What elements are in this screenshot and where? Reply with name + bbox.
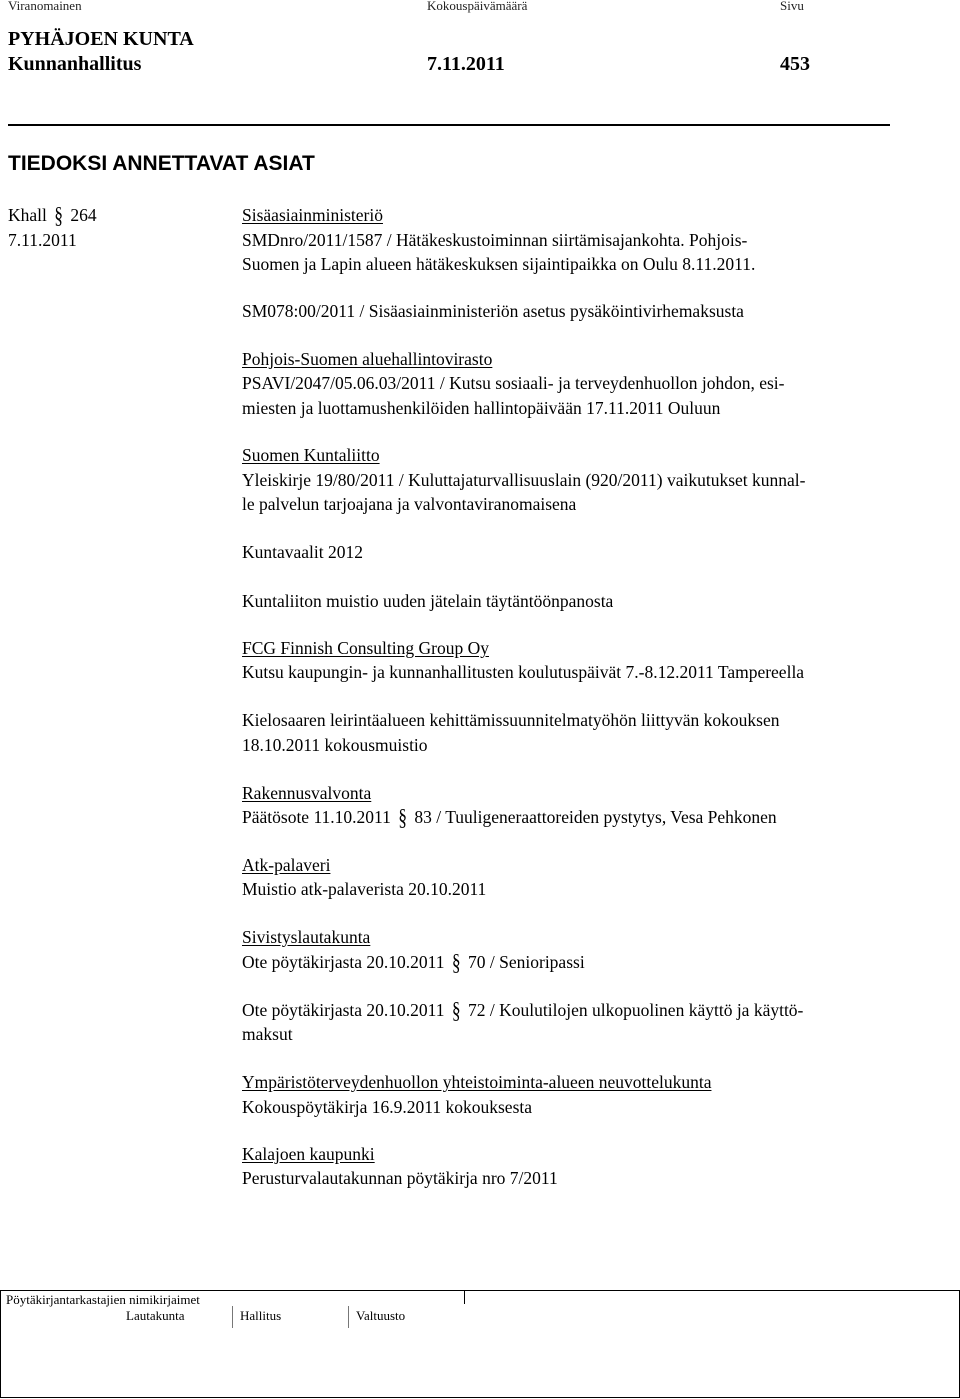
item-text: le palvelun tarjoajana ja valvontaviranomaisena [242, 494, 577, 514]
item-text: Kuntavaalit 2012 [242, 542, 364, 562]
section-sign: § [54, 202, 64, 228]
item-text: Kutsu kaupungin- ja kunnanhallitusten koulutuspäivät 7.-8.12.2011 Tampereella [242, 662, 805, 682]
org-rakennusvalvonta: Rakennusvalvonta [242, 783, 372, 803]
section-date: 7.11.2011 [8, 230, 77, 250]
org-sisaasiainministerio: Sisäasiainministeriö [242, 205, 383, 225]
item-text: PSAVI/2047/05.06.03/2011 / Kutsu sosiaali- ja terveydenhuollon johdon, esi- [242, 373, 785, 393]
item-text: SMDnro/2011/1587 / Hätäkeskustoiminnan siirtämisajankohta. Pohjois- [242, 230, 748, 250]
org-ymparistoterveydenhuolto: Ympäristöterveydenhuollon yhteistoiminta-alueen neuvottelukunta [242, 1072, 712, 1092]
footer-col-hallitus: Hallitus [240, 1308, 282, 1323]
item-text-part: Ote pöytäkirjasta 20.10.2011 [242, 1000, 445, 1020]
khall-label: Khall [8, 205, 47, 225]
item-text-part: Ote pöytäkirjasta 20.10.2011 [242, 952, 445, 972]
org-aluehallintovirasto: Pohjois-Suomen aluehallintovirasto [242, 349, 493, 369]
item-text [242, 950, 585, 974]
footer-divider [464, 1290, 465, 1304]
section-sign: § [398, 804, 408, 830]
footer-col-valtuusto: Valtuusto [356, 1308, 406, 1323]
header-page-number: 453 [780, 53, 810, 75]
item-text: Suomen ja Lapin alueen hätäkeskuksen sijaintipaikka on Oulu 8.11.2011. [242, 254, 756, 274]
item-text: Yleiskirje 19/80/2011 / Kuluttajaturvallisuuslain (920/2011) vaikutukset kunnal- [242, 470, 806, 490]
org-sivistyslautakunta: Sivistyslautakunta [242, 927, 371, 947]
item-text-part: Päätösote 11.10.2011 [242, 807, 391, 827]
footer-col-lautakunta: Lautakunta [126, 1308, 185, 1323]
item-text: SM078:00/2011 / Sisäasiainministeriön asetus pysäköintivirhemaksusta [242, 301, 744, 321]
section-number: 264 [70, 205, 97, 225]
org-fcg: FCG Finnish Consulting Group Oy [242, 638, 489, 658]
item-text: 18.10.2011 kokousmuistio [242, 735, 428, 755]
item-text [242, 805, 777, 829]
header-divider [8, 124, 890, 126]
header-page-label: Sivu [780, 0, 804, 13]
header-body: Kunnanhallitus [8, 53, 142, 75]
footer-separator [232, 1306, 233, 1328]
header-organization: PYHÄJOEN KUNTA [8, 28, 194, 50]
item-text: Perusturvalautakunnan pöytäkirja nro 7/2011 [242, 1168, 558, 1188]
item-text-part: 70 / Senioripassi [468, 952, 585, 972]
section-sign: § [451, 949, 461, 975]
item-text: Kielosaaren leirintäalueen kehittämissuunnitelmatyöhön liittyvän kokouksen [242, 710, 780, 730]
item-text: maksut [242, 1024, 293, 1044]
footer-separator [348, 1306, 349, 1328]
item-text-part: 83 / Tuuligeneraattoreiden pystytys, Vesa Pehkonen [414, 807, 777, 827]
org-kalajoen-kaupunki: Kalajoen kaupunki [242, 1144, 375, 1164]
org-kuntaliitto: Suomen Kuntaliitto [242, 445, 380, 465]
page-title: TIEDOKSI ANNETTAVAT ASIAT [8, 152, 315, 175]
item-text-part: 72 / Koulutilojen ulkopuolinen käyttö ja käyttö- [468, 1000, 804, 1020]
footer-title: Pöytäkirjantarkastajien nimikirjaimet [6, 1292, 200, 1307]
section-sign: § [451, 997, 461, 1023]
header-date: 7.11.2011 [427, 53, 505, 75]
header-meeting-date-label: Kokouspäivämäärä [427, 0, 528, 13]
section-reference [8, 203, 97, 227]
item-text: Kokouspöytäkirja 16.9.2011 kokouksesta [242, 1097, 533, 1117]
item-text: Kuntaliiton muistio uuden jätelain täytäntöönpanosta [242, 591, 614, 611]
header-authority-label: Viranomainen [8, 0, 82, 13]
item-text: miesten ja luottamushenkilöiden hallintopäivään 17.11.2011 Ouluun [242, 398, 721, 418]
item-text: Muistio atk-palaverista 20.10.2011 [242, 879, 487, 899]
item-text [242, 998, 803, 1022]
org-atk-palaveri: Atk-palaveri [242, 855, 331, 875]
